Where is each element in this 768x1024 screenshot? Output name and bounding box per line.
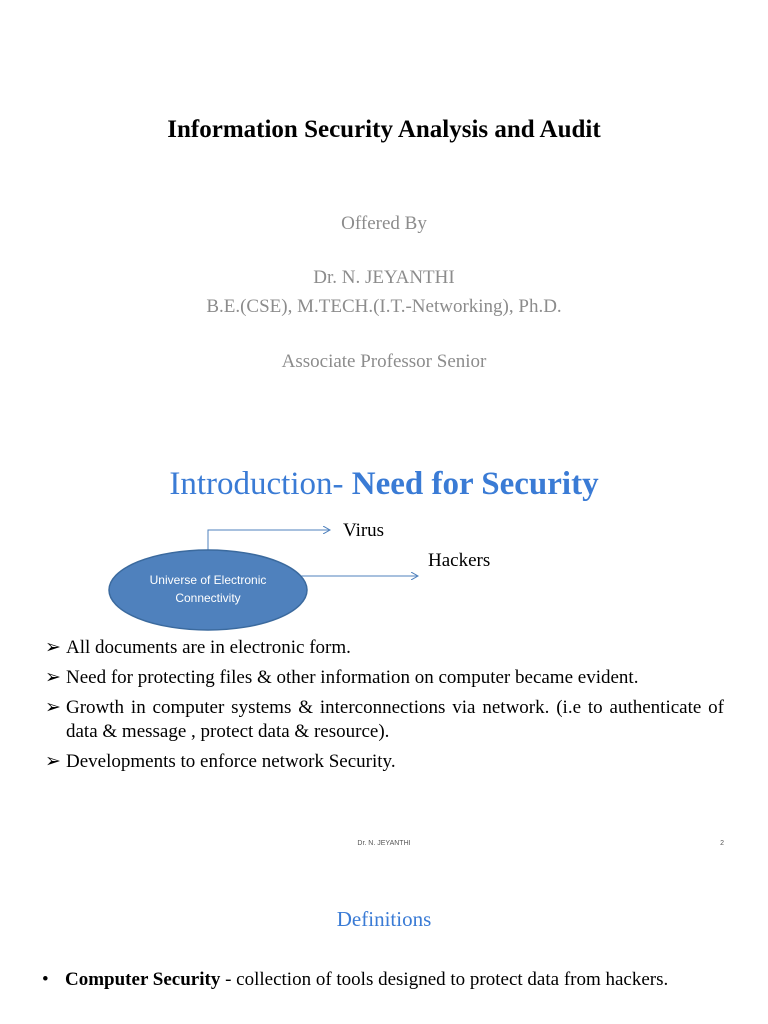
definitions-slide [0, 860, 768, 1024]
hackers-label: Hackers [428, 550, 491, 571]
page-number: 2 [720, 840, 724, 847]
arrow-bullet-icon: ➢ [45, 667, 61, 688]
arrow-bullet-icon: ➢ [45, 697, 61, 718]
presenter-position: Associate Professor Senior [281, 351, 487, 372]
slide-title: Information Security Analysis and Audit [167, 116, 601, 143]
ellipse-label-line1: Universe of Electronic [149, 573, 267, 587]
arrow-bullet-icon: ➢ [45, 751, 61, 772]
presenter-degrees: B.E.(CSE), M.TECH.(I.T.-Networking), Ph.D. [206, 296, 562, 317]
arrow-bullet-icon: ➢ [45, 637, 61, 658]
footer-author: Dr. N. JEYANTHI [357, 840, 411, 847]
definition-term: Computer Security [65, 969, 221, 990]
list-item: ➢ Need for protecting files & other information on computer became evident. [45, 667, 639, 688]
slide-title: Definitions [336, 907, 432, 931]
ellipse-label-line2: Connectivity [175, 591, 241, 605]
title-bold: Need for Security [351, 466, 599, 502]
definitions-list [42, 968, 717, 991]
list-item: ➢ Growth in computer systems & interconnections via network. (i.e to authenticate of data & message , protect data & resource). [45, 697, 724, 742]
offered-by: Offered By [341, 213, 427, 234]
bullet-dot-icon: • [42, 969, 49, 990]
definition-text: - collection of tools designed to protect data from hackers. [220, 969, 669, 990]
virus-label: Virus [343, 520, 385, 541]
list-item: ➢ Developments to enforce network Security. [45, 751, 396, 772]
presenter-name: Dr. N. JEYANTHI [313, 267, 455, 288]
list-item: ➢ All documents are in electronic form. [45, 637, 351, 658]
list-item [42, 968, 717, 991]
title-slide [0, 0, 768, 430]
bullet-list [45, 636, 724, 780]
ellipse-label [112, 571, 304, 607]
intro-slide [0, 430, 768, 860]
arrow-to-virus [208, 530, 330, 550]
title-prefix: Introduction- [169, 466, 352, 502]
